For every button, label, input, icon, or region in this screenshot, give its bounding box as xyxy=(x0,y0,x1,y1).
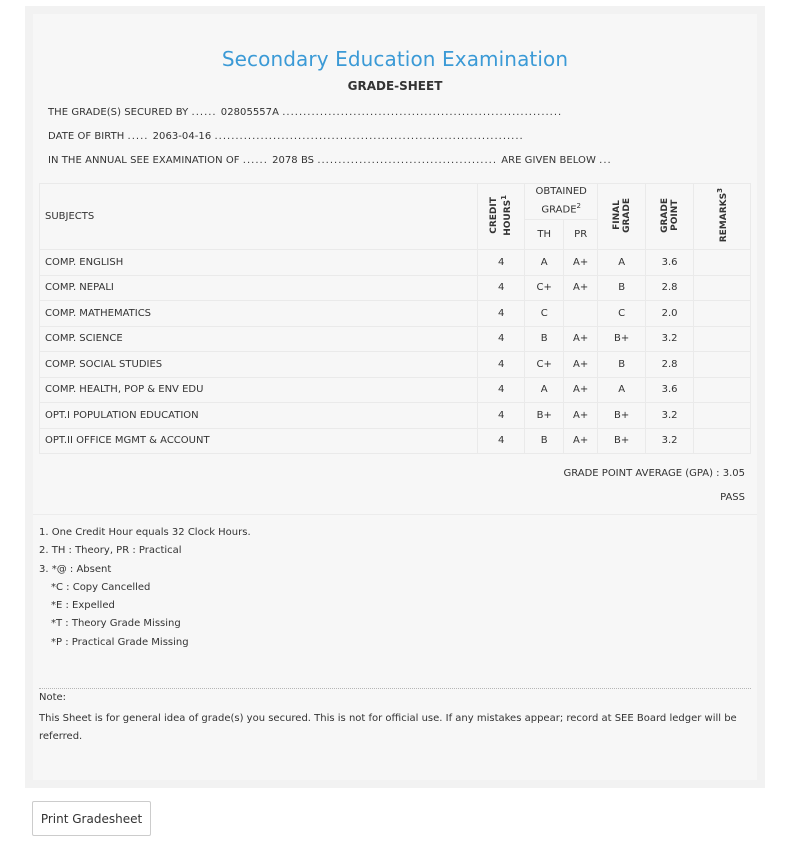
credit-cell: 4 xyxy=(478,403,525,429)
theory-grade-cell: B xyxy=(525,326,564,352)
header-credit-hours: CREDIT HOURS$^1$ xyxy=(478,184,525,250)
practical-grade-cell: A+ xyxy=(564,428,598,454)
subject-cell: COMP. MATHEMATICS xyxy=(40,301,478,327)
final-grade-cell: B+ xyxy=(598,326,646,352)
exam-year: 2078 BS xyxy=(272,155,315,166)
credit-cell: 4 xyxy=(478,326,525,352)
grade-point-cell: 3.2 xyxy=(646,428,694,454)
dob-value: 2063-04-16 xyxy=(152,131,212,142)
table-row xyxy=(40,250,751,276)
grade-point-cell: 3.6 xyxy=(646,250,694,276)
credit-cell: 4 xyxy=(478,377,525,403)
gpa-value: GRADE POINT AVERAGE (GPA) : 3.05 xyxy=(563,468,745,479)
exam-suffix: ARE GIVEN BELOW xyxy=(501,155,596,166)
grade-sheet-heading: GRADE-SHEET xyxy=(347,79,443,93)
table-row xyxy=(40,428,751,454)
symbol-number: 02805557A xyxy=(220,107,279,118)
remarks-cell xyxy=(694,301,751,327)
practical-grade-cell: A+ xyxy=(564,377,598,403)
final-grade-cell: B+ xyxy=(598,428,646,454)
secured-by-line: THE GRADE(S) SECURED BY ...... 02805557A ................................................................... xyxy=(48,107,563,118)
exam-label: IN THE ANNUAL SEE EXAMINATION OF xyxy=(48,155,240,166)
credit-cell: 4 xyxy=(478,250,525,276)
subject-cell: OPT.I POPULATION EDUCATION xyxy=(40,403,478,429)
theory-grade-cell: C xyxy=(525,301,564,327)
final-grade-cell: B+ xyxy=(598,403,646,429)
grade-point-cell: 3.2 xyxy=(646,403,694,429)
practical-grade-cell: A+ xyxy=(564,250,598,276)
grades-table xyxy=(39,183,751,454)
secured-by-label: THE GRADE(S) SECURED BY xyxy=(48,107,189,118)
final-grade-cell: C xyxy=(598,301,646,327)
final-grade-cell: B xyxy=(598,352,646,378)
note-item: 3. *@ : Absent xyxy=(39,563,112,575)
practical-grade-cell xyxy=(564,301,598,327)
grade-point-cell: 2.8 xyxy=(646,352,694,378)
theory-grade-cell: A xyxy=(525,250,564,276)
subject-cell: COMP. SCIENCE xyxy=(40,326,478,352)
credit-cell: 4 xyxy=(478,275,525,301)
note-item: *P : Practical Grade Missing xyxy=(51,636,189,648)
final-grade-cell: A xyxy=(598,250,646,276)
remarks-cell xyxy=(694,326,751,352)
remarks-cell xyxy=(694,352,751,378)
result-status: PASS xyxy=(720,492,745,503)
theory-grade-cell: C+ xyxy=(525,275,564,301)
note-text: This Sheet is for general idea of grade(s) you secured. This is not for official use. If any mistakes appear; record at SEE Board ledger will be referred. xyxy=(39,713,737,742)
note-item: 1. One Credit Hour equals 32 Clock Hours. xyxy=(39,527,251,538)
grade-point-cell: 3.6 xyxy=(646,377,694,403)
remarks-cell xyxy=(694,377,751,403)
dob-line: DATE OF BIRTH ..... 2063-04-16 .......................................................................... xyxy=(48,131,524,142)
note-item: *T : Theory Grade Missing xyxy=(51,618,181,630)
header-practical: PR xyxy=(564,220,598,250)
credit-cell: 4 xyxy=(478,301,525,327)
header-grade-point: GRADE POINT xyxy=(646,184,694,250)
exam-line: IN THE ANNUAL SEE EXAMINATION OF ...... 2078 BS ........................................... ARE GIVEN BELOW ... xyxy=(48,155,612,166)
table-row xyxy=(40,352,751,378)
theory-grade-cell: A xyxy=(525,377,564,403)
grade-point-cell: 2.8 xyxy=(646,275,694,301)
credit-cell: 4 xyxy=(478,352,525,378)
header-final-grade: FINAL GRADE xyxy=(598,184,646,250)
note-item: *E : Expelled xyxy=(51,600,115,612)
remarks-cell xyxy=(694,275,751,301)
theory-grade-cell: C+ xyxy=(525,352,564,378)
remarks-cell xyxy=(694,250,751,276)
subject-cell: COMP. SOCIAL STUDIES xyxy=(40,352,478,378)
table-row xyxy=(40,326,751,352)
grade-point-cell: 2.0 xyxy=(646,301,694,327)
final-grade-cell: B xyxy=(598,275,646,301)
header-theory: TH xyxy=(525,220,564,250)
table-row xyxy=(40,301,751,327)
page-title: Secondary Education Examination xyxy=(221,47,569,71)
print-gradesheet-button[interactable]: Print Gradesheet xyxy=(32,801,151,836)
header-subjects: SUBJECTS xyxy=(40,184,478,250)
final-grade-cell: A xyxy=(598,377,646,403)
remarks-cell xyxy=(694,403,751,429)
note-item: *C : Copy Cancelled xyxy=(51,581,151,593)
table-row xyxy=(40,377,751,403)
header-remarks: REMARKS$^3$ xyxy=(694,184,751,250)
subject-cell: OPT.II OFFICE MGMT & ACCOUNT xyxy=(40,428,478,454)
credit-cell: 4 xyxy=(478,428,525,454)
grade-point-cell: 3.2 xyxy=(646,326,694,352)
practical-grade-cell: A+ xyxy=(564,326,598,352)
practical-grade-cell: A+ xyxy=(564,352,598,378)
note-title: Note: xyxy=(39,692,67,703)
subject-cell: COMP. ENGLISH xyxy=(40,250,478,276)
header-obtained-grade: OBTAINED GRADE$^2$ xyxy=(525,184,598,220)
theory-grade-cell: B+ xyxy=(525,403,564,429)
table-row xyxy=(40,403,751,429)
table-row xyxy=(40,275,751,301)
legend-notes xyxy=(39,524,251,652)
gradesheet-content xyxy=(33,14,757,780)
practical-grade-cell: A+ xyxy=(564,275,598,301)
remarks-cell xyxy=(694,428,751,454)
theory-grade-cell: B xyxy=(525,428,564,454)
practical-grade-cell: A+ xyxy=(564,403,598,429)
subject-cell: COMP. HEALTH, POP & ENV EDU xyxy=(40,377,478,403)
dotted-divider xyxy=(39,688,751,689)
divider xyxy=(33,514,757,515)
dob-label: DATE OF BIRTH xyxy=(48,131,125,142)
gradesheet-panel xyxy=(25,6,765,788)
subject-cell: COMP. NEPALI xyxy=(40,275,478,301)
note-item: 2. TH : Theory, PR : Practical xyxy=(39,545,182,557)
